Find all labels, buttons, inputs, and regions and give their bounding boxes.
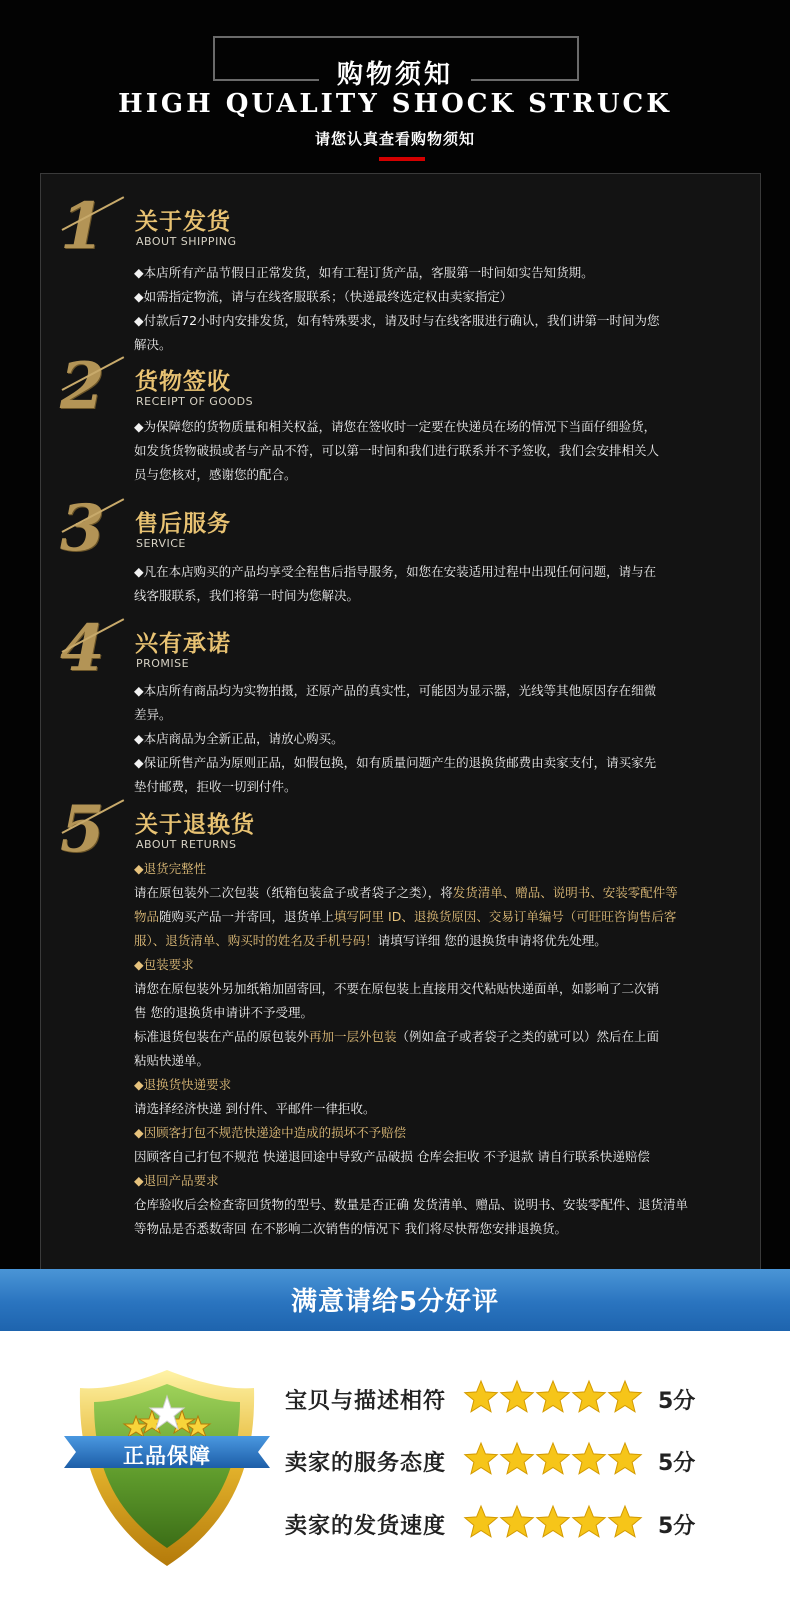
section-service-body bbox=[134, 560, 734, 608]
rating-row-service bbox=[285, 1440, 745, 1484]
rating-row-description bbox=[285, 1378, 745, 1422]
star-icon bbox=[501, 1443, 533, 1474]
returns-subheading: ◆退货完整性 bbox=[134, 861, 207, 876]
list-item: ◆本店商品为全新正品，请放心购买。 bbox=[134, 731, 344, 746]
rating-row-shipping-speed bbox=[285, 1503, 745, 1547]
section-shipping-body bbox=[134, 261, 734, 357]
section-returns-body bbox=[134, 857, 734, 1241]
star-rating bbox=[463, 1440, 643, 1480]
returns-subheading: ◆包装要求 bbox=[134, 957, 194, 972]
star-icon bbox=[573, 1506, 605, 1537]
rating-value: 5分 bbox=[658, 1451, 696, 1476]
section-receipt-body bbox=[134, 415, 734, 487]
list-item: 仓库验收后会检查寄回货物的型号、数量是否正确 发货清单、赠品、说明书、安装零配件、退货清单 bbox=[134, 1197, 688, 1212]
list-item: ◆凡在本店购买的产品均享受全程售后指导服务，如您在安装适用过程中出现任何问题，请与在 bbox=[134, 564, 657, 579]
returns-subheading: ◆因顾客打包不规范快递途中造成的损坏不予赔偿 bbox=[134, 1125, 407, 1140]
list-item: ◆本店所有商品均为实物拍摄，还原产品的真实性，可能因为显示器，光线等其他原因存在细微 bbox=[134, 683, 657, 698]
section-subtitle: SERVICE bbox=[136, 537, 186, 550]
rating-value: 5分 bbox=[658, 1389, 696, 1414]
list-item: 请选择经济快递 到付件、平邮件一律拒收。 bbox=[134, 1101, 376, 1116]
section-title: 关于退换货 bbox=[135, 812, 255, 838]
star-rating bbox=[463, 1378, 643, 1418]
page-title-english: HIGH QUALITY SHOCK STRUCK bbox=[118, 89, 672, 119]
list-item: 线客服联系，我们将第一时间为您解决。 bbox=[134, 588, 360, 603]
list-item: ◆为保障您的货物质量和相关权益，请您在签收时一定要在快递员在场的情况下当面仔细验货， bbox=[134, 419, 657, 434]
list-item: 如发货货物破损或者与产品不符，可以第一时间和我们进行联系并不予签收，我们会安排相关人 bbox=[134, 443, 660, 458]
section-subtitle: ABOUT RETURNS bbox=[136, 838, 237, 851]
list-item: 物品随购买产品一并寄回，退货单上填写阿里 ID、退换货原因、交易订单编号（可旺旺咨询售后客 bbox=[134, 909, 677, 924]
star-icon bbox=[501, 1381, 533, 1412]
list-item: 差异。 bbox=[134, 707, 172, 722]
page-title: 购物须知 bbox=[0, 54, 790, 91]
section-number: 1 bbox=[60, 189, 105, 264]
list-item: ◆保证所售产品为原则正品，如假包换，如有质量问题产生的退换货邮费由卖家支付，请买家先 bbox=[134, 755, 657, 770]
banner-text: 满意请给5分好评 bbox=[290, 1287, 500, 1317]
star-icon bbox=[573, 1381, 605, 1412]
badge-text: 正品保障 bbox=[123, 1444, 211, 1468]
section-promise-body bbox=[134, 679, 734, 799]
list-item: 服）、退货清单、购买时的姓名及手机号码！请填写详细 您的退换货申请将优先处理。 bbox=[134, 933, 607, 948]
section-number: 3 bbox=[60, 491, 105, 566]
star-icon bbox=[465, 1381, 497, 1412]
star-icon bbox=[573, 1443, 605, 1474]
list-item: 请在原包装外二次包装（纸箱包装盒子或者袋子之类），将发货清单、赠品、说明书、安装零配件等 bbox=[134, 885, 678, 900]
star-rating bbox=[463, 1503, 643, 1543]
section-subtitle: ABOUT SHIPPING bbox=[136, 235, 237, 248]
rating-label: 宝贝与描述相符 bbox=[285, 1389, 447, 1414]
rating-value: 5分 bbox=[658, 1514, 696, 1539]
rating-label: 卖家的发货速度 bbox=[285, 1514, 447, 1539]
rating-label: 卖家的服务态度 bbox=[285, 1451, 447, 1476]
section-number: 5 bbox=[60, 792, 105, 867]
section-title: 货物签收 bbox=[135, 369, 231, 395]
section-subtitle: PROMISE bbox=[136, 657, 190, 670]
returns-subheading: ◆退换货快递要求 bbox=[134, 1077, 232, 1092]
list-item: 售 您的退换货申请讲不予受理。 bbox=[134, 1005, 313, 1020]
star-icon bbox=[537, 1506, 569, 1537]
list-item: 粘贴快递单。 bbox=[134, 1053, 210, 1068]
list-item: 请您在原包装外另加纸箱加固寄回，不要在原包装上直接用交代粘贴快递面单，如影响了二次销 bbox=[134, 981, 660, 996]
star-icon bbox=[465, 1443, 497, 1474]
list-item: 垫付邮费，拒收一切到付件。 bbox=[134, 779, 297, 794]
list-item: ◆付款后72小时内安排发货，如有特殊要求，请及时与在线客服进行确认，我们讲第一时间为您 bbox=[134, 313, 660, 328]
star-icon bbox=[609, 1443, 641, 1474]
section-number: 4 bbox=[60, 611, 105, 686]
header-accent-bar bbox=[379, 157, 425, 161]
star-icon bbox=[609, 1506, 641, 1537]
star-icon bbox=[609, 1381, 641, 1412]
list-item: 因顾客自己打包不规范 快递退回途中导致产品破损 仓库会拒收 不予退款 请自行联系快递赔偿 bbox=[134, 1149, 650, 1164]
star-icon bbox=[465, 1506, 497, 1537]
star-icon bbox=[537, 1381, 569, 1412]
section-subtitle: RECEIPT OF GOODS bbox=[136, 395, 254, 408]
section-title: 售后服务 bbox=[135, 511, 231, 537]
list-item: 标准退货包装在产品的原包装外再加一层外包装（例如盒子或者袋子之类的就可以）然后在上面 bbox=[134, 1029, 660, 1044]
list-item: ◆本店所有产品节假日正常发货，如有工程订货产品，客服第一时间如实告知货期。 bbox=[134, 265, 594, 280]
star-icon bbox=[501, 1506, 533, 1537]
list-item: 等物品是否悉数寄回 在不影响二次销售的情况下 我们将尽快帮您安排退换货。 bbox=[134, 1221, 567, 1236]
section-title: 兴有承诺 bbox=[135, 631, 231, 657]
list-item: 员与您核对，感谢您的配合。 bbox=[134, 467, 297, 482]
section-number: 2 bbox=[60, 349, 105, 424]
rating-banner bbox=[0, 1269, 790, 1331]
page-subtitle: 请您认真查看购物须知 bbox=[314, 130, 475, 148]
section-title: 关于发货 bbox=[135, 209, 231, 235]
returns-subheading: ◆退回产品要求 bbox=[134, 1173, 219, 1188]
list-item: 解决。 bbox=[134, 337, 172, 352]
star-icon bbox=[537, 1443, 569, 1474]
list-item: ◆如需指定物流，请与在线客服联系；（快递最终选定权由卖家指定） bbox=[134, 289, 513, 304]
